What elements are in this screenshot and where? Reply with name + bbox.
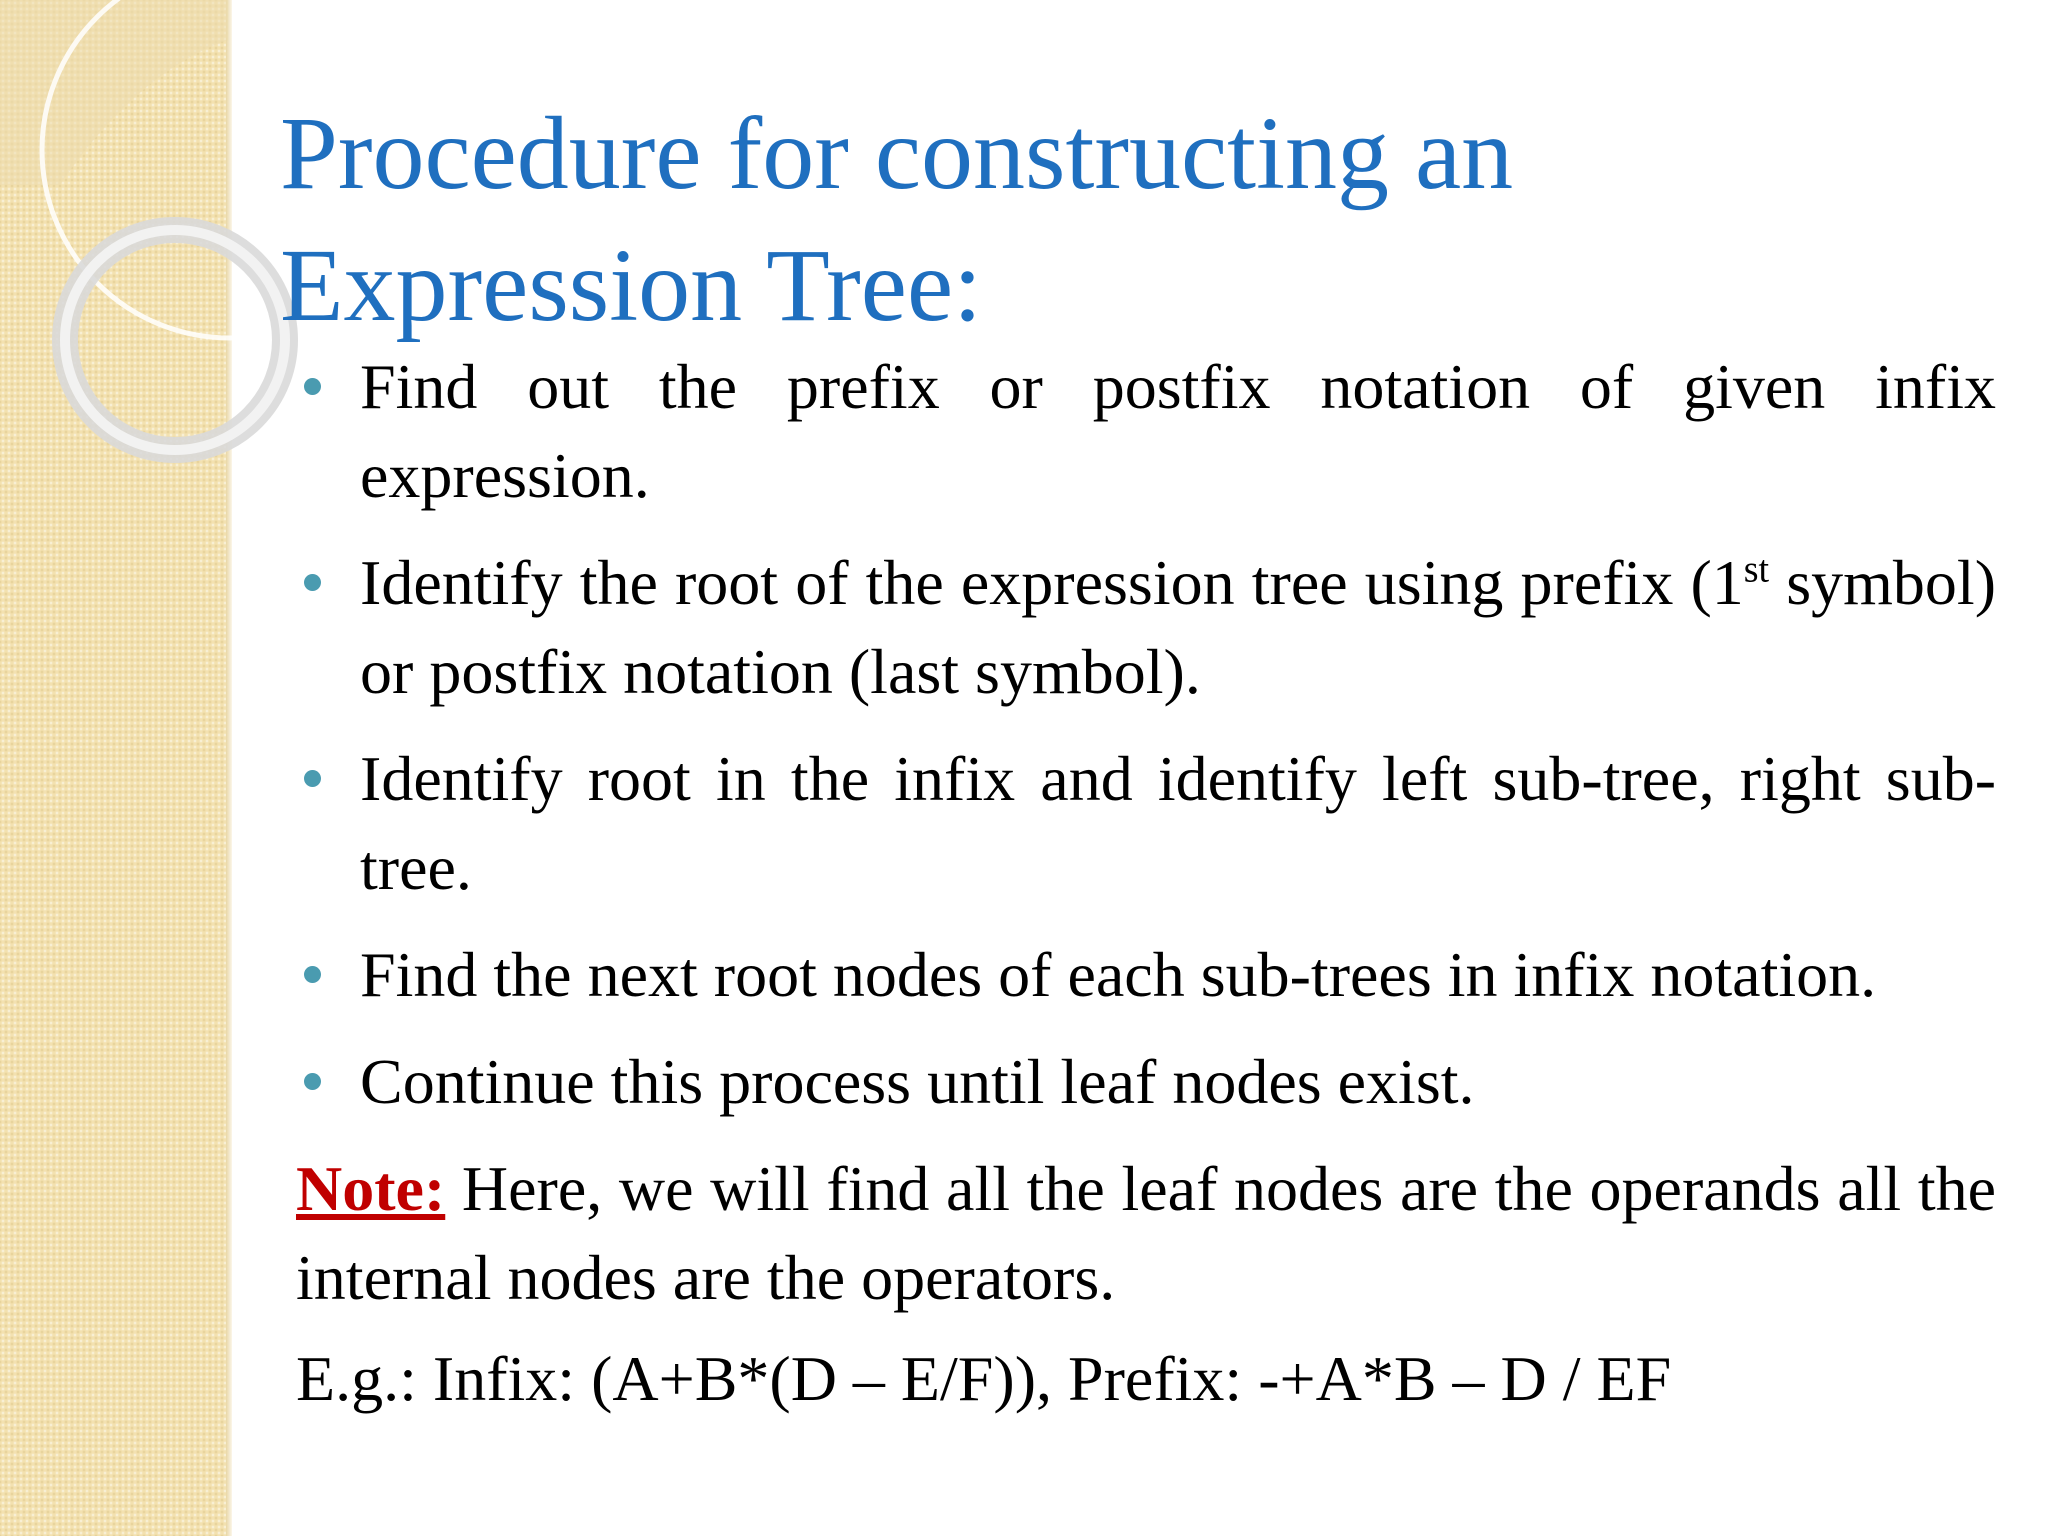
note-paragraph <box>296 1144 1996 1322</box>
title-line-2: Expression Tree: <box>280 228 982 343</box>
slide-title <box>280 88 1980 352</box>
bullet-item-4 <box>296 930 1996 1019</box>
bullet-icon <box>304 574 321 591</box>
note-text: Here, we will find all the leaf nodes are the operands all the internal nodes are the operators. <box>296 1153 1996 1313</box>
bullet-icon <box>304 966 321 983</box>
decorative-rings <box>0 0 300 520</box>
bullet-text: Identify root in the infix and identify left sub-tree, right sub-tree. <box>360 743 1996 903</box>
bullet-item-5 <box>296 1037 1996 1126</box>
title-line-1: Procedure for constructing an <box>280 96 1514 211</box>
bullet-item-1 <box>296 342 1996 520</box>
slide-content <box>296 342 1996 1423</box>
bullet-text: Find the next root nodes of each sub-trees in infix notation. <box>360 939 1877 1010</box>
superscript: st <box>1743 548 1770 591</box>
bullet-icon <box>304 1073 321 1090</box>
bullet-item-3 <box>296 734 1996 912</box>
bullet-text: Find out the prefix or postfix notation of given infix expression. <box>360 351 1996 511</box>
bullet-item-2 <box>296 538 1996 716</box>
example-line: E.g.: Infix: (A+B*(D – E/F)), Prefix: -+A*B – D / EF <box>296 1343 1672 1414</box>
bullet-text-after: symbol) or postfix notation (last symbol). <box>360 547 1997 707</box>
bullet-text-before: Identify the root of the expression tree using prefix (1 <box>360 547 1744 618</box>
note-label: Note: <box>296 1153 446 1224</box>
bullet-icon <box>304 378 321 395</box>
bullet-icon <box>304 770 321 787</box>
bullet-text: Continue this process until leaf nodes exist. <box>360 1046 1475 1117</box>
bullet-list <box>296 342 1996 1126</box>
